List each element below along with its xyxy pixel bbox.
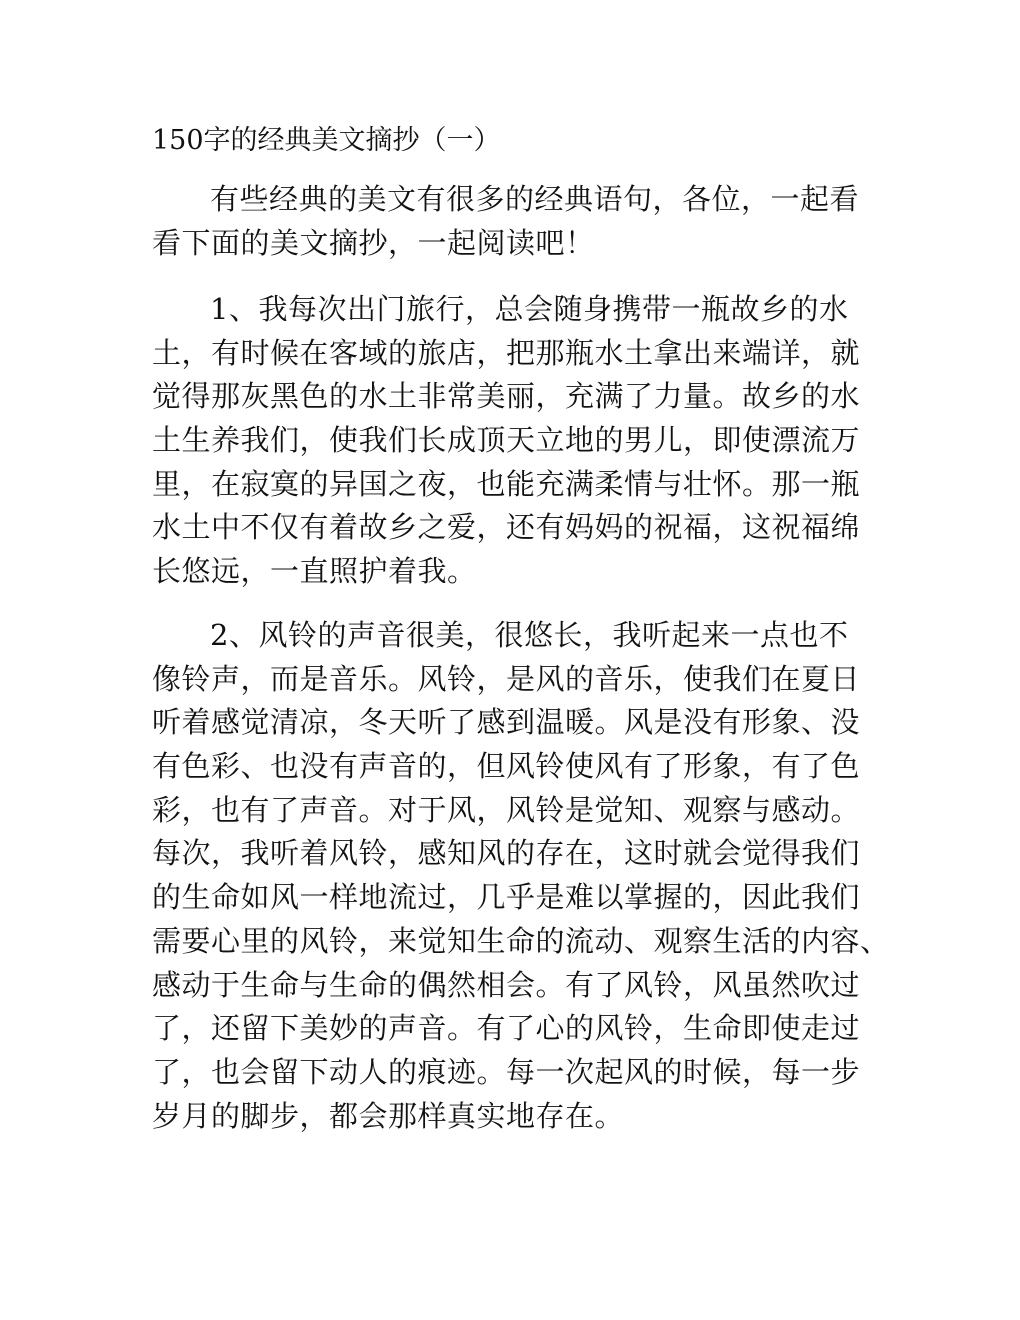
text-line: 需要心里的风铃，来觉知生命的流动、观察生活的内容、 — [152, 923, 890, 958]
text-line: 里，在寂寞的异国之夜，也能充满柔情与壮怀。那一瓶 — [152, 466, 861, 501]
text-line: 像铃声，而是音乐。风铃，是风的音乐，使我们在夏日 — [152, 661, 861, 696]
text-line: 土生养我们，使我们长成顶天立地的男儿，即使漂流万 — [152, 423, 861, 458]
text-line: 水土中不仅有着故乡之爱，还有妈妈的祝福，这祝福绵 — [152, 510, 861, 545]
text-line: 有些经典的美文有很多的经典语句，各位，一起看 — [210, 182, 860, 216]
text-line: 看下面的美文摘抄，一起阅读吧！ — [152, 225, 595, 260]
text-line: 了，也会留下动人的痕迹。每一次起风的时候，每一步 — [152, 1054, 861, 1089]
text-line: 土，有时候在客域的旅店，把那瓶水土拿出来端详，就 — [152, 335, 861, 370]
text-line: 听着感觉清凉，冬天听了感到温暖。风是没有形象、没 — [152, 705, 861, 740]
text-line: 每次，我听着风铃，感知风的存在，这时就会觉得我们 — [152, 836, 861, 871]
document-title: 150字的经典美文摘抄（一） — [152, 125, 501, 156]
text-line: 岁月的脚步，都会那样真实地存在。 — [152, 1098, 625, 1133]
text-line: 1、我每次出门旅行，总会随身携带一瓶故乡的水 — [210, 292, 849, 326]
text-line: 有色彩、也没有声音的，但风铃使风有了形象，有了色 — [152, 749, 861, 784]
text-line: 感动于生命与生命的偶然相会。有了风铃，风虽然吹过 — [152, 967, 861, 1002]
intro-paragraph — [152, 178, 892, 265]
text-line: 长悠远，一直照护着我。 — [152, 554, 477, 589]
text-line: 2、风铃的声音很美，很悠长，我听起来一点也不 — [210, 618, 849, 652]
text-line: 觉得那灰黑色的水土非常美丽，充满了力量。故乡的水 — [152, 379, 861, 414]
paragraph-2 — [152, 614, 892, 1138]
text-line: 彩，也有了声音。对于风，风铃是觉知、观察与感动。 — [152, 792, 861, 827]
text-line: 了，还留下美妙的声音。有了心的风铃，生命即使走过 — [152, 1011, 861, 1046]
paragraph-1 — [152, 288, 892, 594]
text-line: 的生命如风一样地流过，几乎是难以掌握的，因此我们 — [152, 880, 861, 915]
